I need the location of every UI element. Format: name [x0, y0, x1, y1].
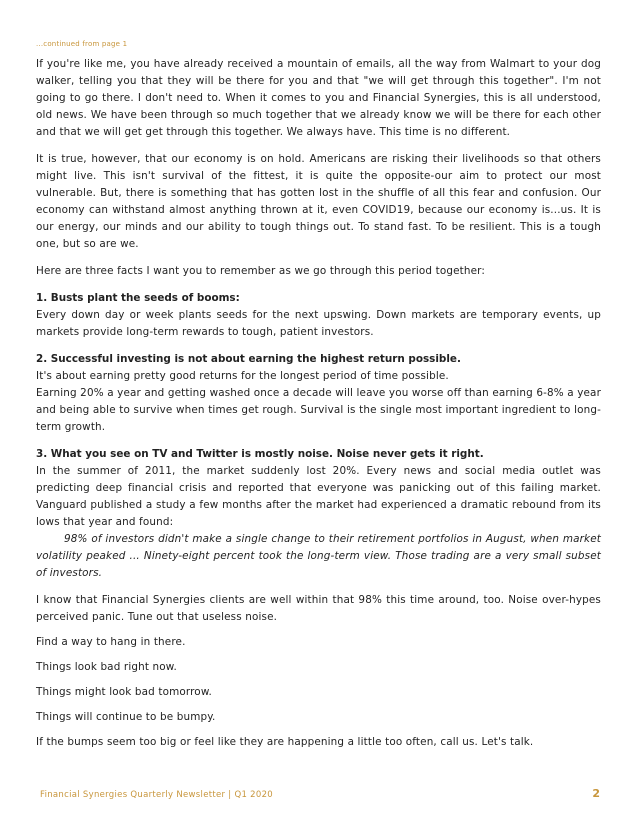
- paragraph-hang-in: Find a way to hang in there.: [36, 636, 186, 648]
- paragraph-intro: If you're like me, you have already received a mountain of emails, all the way from Walmart to your dog walker, telling you that they will be there for you and that "we will get through this together". I'm not going to go there. I don't need to. When it comes to you and Financial Synergies, this is all understood, old news. We have been through so much together that we already know we will be there for each other and that we will get get through this together. We always have. This time is no different.: [36, 58, 601, 138]
- fact-body-2b: Earning 20% a year and getting washed once a decade will leave you worse off than earning 6-8% a year and being able to survive when times get rough. Survival is the single most important ingredient to long-term growth.: [36, 387, 601, 433]
- footer-label: Financial Synergies Quarterly Newsletter | Q1 2020: [40, 790, 274, 800]
- fact-body-3: In the summer of 2011, the market suddenly lost 20%. Every news and social media outlet was predicting deep financial crisis and reported that everyone was panicking out of this failing market. Vanguard published a study a few months after the market had experienced a dramatic rebound from its lows that year and found:: [36, 465, 601, 528]
- fact-heading-1: 1. Busts plant the seeds of booms:: [36, 292, 240, 304]
- fact-heading-2: 2. Successful investing is not about earning the highest return possible.: [36, 353, 461, 365]
- paragraph-bumpy: Things will continue to be bumpy.: [36, 711, 216, 723]
- paragraph-bad-tomorrow: Things might look bad tomorrow.: [36, 686, 212, 698]
- paragraph-economy: It is true, however, that our economy is on hold. Americans are risking their livelihoods so that others might live. This isn't survival of the fittest, it is quite the opposite-our aim to protect our most vulnerable. But, there is something that has gotten lost in the shuffle of all this fear and confusion. Our economy can withstand almost anything thrown at it, even COVID19, because our economy is...us. It is our energy, our minds and our ability to tough things out. To stand fast. To be resilient. This is a tough one, but so are we.: [36, 153, 601, 250]
- fact-body-1: Every down day or week plants seeds for the next upswing. Down markets are temporary events, up markets provide long-term rewards to tough, patient investors.: [36, 309, 601, 338]
- paragraph-clients: I know that Financial Synergies clients are well within that 98% this time around, too. Noise over-hypes perceived panic. Tune out that useless noise.: [36, 594, 601, 623]
- paragraph-bad-now: Things look bad right now.: [36, 661, 177, 673]
- page-number: 2: [592, 787, 600, 800]
- paragraph-facts-intro: Here are three facts I want you to remember as we go through this period together:: [36, 265, 486, 277]
- continued-note: ...continued from page 1: [36, 40, 128, 48]
- newsletter-body: [36, 56, 601, 751]
- fact-body-2a: It's about earning pretty good returns for the longest period of time possible.: [36, 370, 449, 382]
- fact-heading-3: 3. What you see on TV and Twitter is mostly noise. Noise never gets it right.: [36, 448, 484, 460]
- paragraph-call-us: If the bumps seem too big or feel like they are happening a little too often, call us. Let's talk.: [36, 736, 534, 748]
- vanguard-quote: 98% of investors didn't make a single change to their retirement portfolios in August, when market volatility peaked ... Ninety-eight percent took the long-term view. Those trading are a very small subset of investors.: [36, 533, 601, 579]
